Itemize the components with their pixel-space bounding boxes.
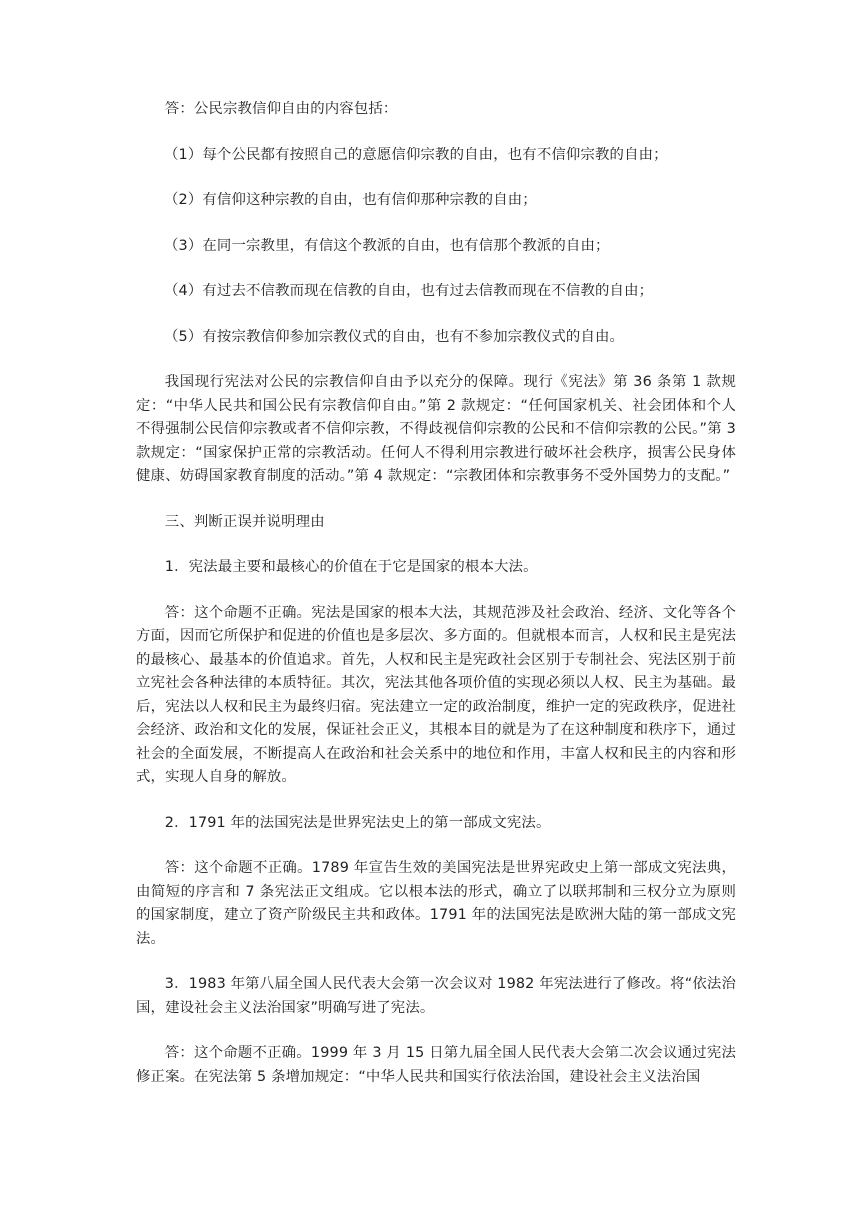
document-body [136,98,736,1089]
freedom-item-2: （2）有信仰这种宗教的自由，也有信仰那种宗教的自由； [164,192,537,208]
section-heading: 三、判断正误并说明理由 [164,513,325,530]
question-2: 2．1791 年的法国宪法是世界宪法史上的第一部成文宪法。 [164,814,551,831]
question-1: 1．宪法最主要和最核心的价值在于它是国家的根本大法。 [164,559,538,575]
freedom-item-3: （3）在同一宗教里，有信这个教派的自由，也有信那个教派的自由； [164,237,610,254]
guarantee-paragraph: 我国现行宪法对公民的宗教信仰自由予以充分的保障。现行《宪法》第 36 条第 1 款规定：“中华人民共和国公民有宗教信仰自由。”第 2 款规定：“任何国家机关、社会团体和个人不得强制公民信仰宗教或者不信仰宗教，不得歧视信仰宗教的公民和不信仰宗教的公民。”第 3 款规定：“国家保护正常的宗教活动。任何人不得利用宗教进行破坏社会秩序，损害公民身体健康、妨碍国家教育制度的活动。”第 4 款规定：“宗教团体和宗教事务不受外国势力的支配。” [136,374,736,484]
answer-intro: 答：公民宗教信仰自由的内容包括： [164,101,398,117]
question-3: 3．1983 年第八届全国人民代表大会第一次会议对 1982 年宪法进行了修改。将“依法治国，建设社会主义法治国家”明确写进了宪法。 [136,976,736,1016]
answer-3: 答：这个命题不正确。1999 年 3 月 15 日第九届全国人民代表大会第二次会议通过宪法修正案。在宪法第 5 条增加规定：“中华人民共和国实行依法治国，建设社会主义法治国 [136,1045,736,1085]
freedom-item-1: （1）每个公民都有按照自己的意愿信仰宗教的自由，也有不信仰宗教的自由； [164,146,668,163]
freedom-item-5: （5）有按宗教信仰参加宗教仪式的自由，也有不参加宗教仪式的自由。 [164,328,625,345]
answer-1: 答：这个命题不正确。宪法是国家的根本大法，其规范涉及社会政治、经济、文化等各个方面，因而它所保护和促进的价值也是多层次、多方面的。但就根本而言，人权和民主是宪法的最核心、最基本的价值追求。首先，人权和民主是宪政社会区别于专制社会、宪法区别于前立宪社会各种法律的本质特征。其次，宪法其他各项价值的实现必须以人权、民主为基础。最后，宪法以人权和民主为最终归宿。宪法建立一定的政治制度，维护一定的宪政秩序，促进社会经济、政治和文化的发展，保证社会正义，其根本目的就是为了在这种制度和秩序下，通过社会的全面发展，不断提高人在政治和社会关系中的地位和作用，丰富人权和民主的内容和形式，实现人自身的解放。 [136,604,736,785]
answer-2: 答：这个命题不正确。1789 年宣告生效的美国宪法是世界宪政史上第一部成文宪法典，由简短的序言和 7 条宪法正文组成。它以根本法的形式，确立了以联邦制和三权分立为原则的国家制度，建立了资产阶级民主共和政体。1791 年的法国宪法是欧洲大陆的第一部成文宪法。 [136,860,736,947]
freedom-item-4: （4）有过去不信教而现在信教的自由，也有过去信教而现在不信教的自由； [164,283,654,299]
